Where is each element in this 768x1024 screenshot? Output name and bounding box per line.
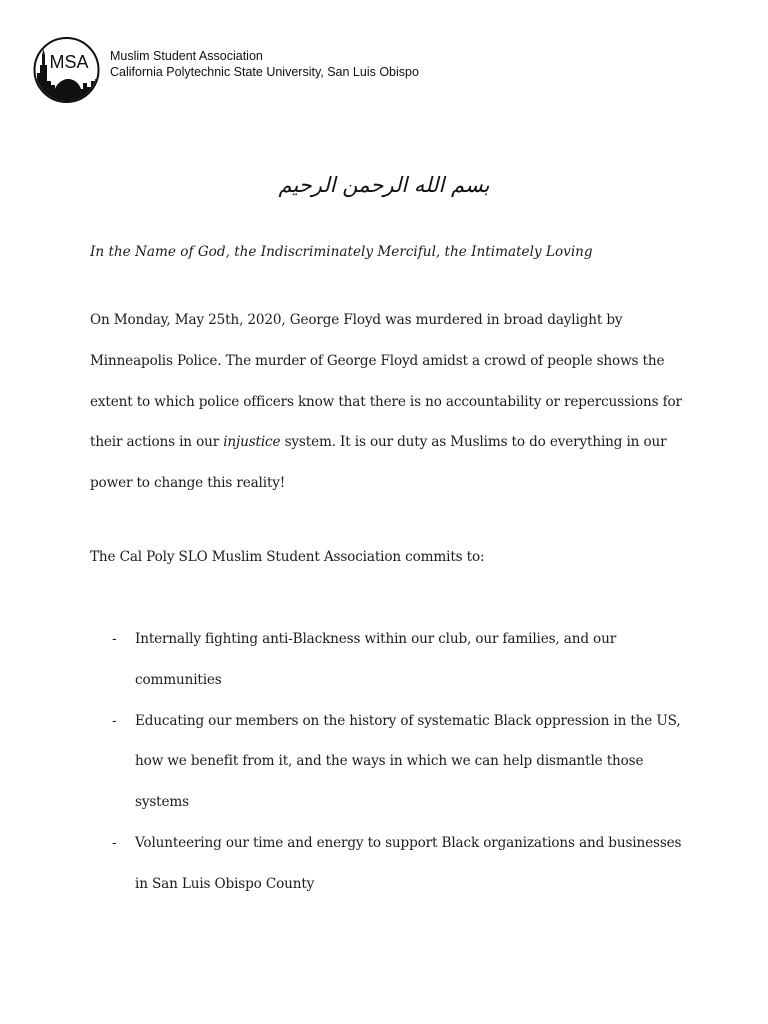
paragraph1-line5: power to change this reality! [90,475,286,492]
msa-logo-graphic [33,35,100,105]
commitment-3-line1: Volunteering our time and energy to support Black organizations and businesses [135,834,682,851]
commitment-1-line1: Internally fighting anti-Blackness within our club, our families, and our [135,631,617,647]
commitment-1-line2: communities [135,671,222,688]
bullet-dash: - [112,712,117,729]
org-name: Muslim Student Association [110,49,263,63]
university-name: California Polytechnic State University, San Luis Obispo [110,65,419,79]
paragraph1-line2: Minneapolis Police. The murder of George Floyd amidst a crowd of people shows the [90,352,665,369]
commitments-list [90,619,690,905]
list-item [90,823,690,905]
commitments-intro: The Cal Poly SLO Muslim Student Association commits to: [90,549,485,565]
paragraph1-line1: On Monday, May 25th, 2020, George Floyd was murdered in broad daylight by [90,312,623,328]
commitment-3-line2: in San Luis Obispo County [135,875,315,892]
bullet-dash: - [112,834,117,851]
paragraph-george-floyd [90,300,690,504]
list-item [90,701,690,823]
commitment-2-line2: how we benefit from it, and the ways in which we can help dismantle those [135,753,644,770]
letterhead-text [110,48,419,80]
logo-text: MSA [49,52,89,72]
paragraph1-line3: extent to which police officers know that there is no accountability or repercussions for [90,393,682,410]
commitment-2-line3: systems [135,794,189,811]
paragraph1-line4-before: their actions in our [90,434,224,451]
paragraph1-line4 [90,422,690,463]
bismillah-heading: بسم الله الرحمن الرحيم [278,173,490,197]
emphasis-injustice: injustice [223,434,281,451]
msa-logo [33,35,100,105]
bullet-dash: - [112,631,117,647]
subtitle: In the Name of God, the Indiscriminately Merciful, the Intimately Loving [90,244,593,260]
list-item [90,619,690,701]
commitment-2-line1: Educating our members on the history of systematic Black oppression in the US, [135,712,681,729]
paragraph1-line4-after: system. It is our duty as Muslims to do everything in our [280,434,667,451]
